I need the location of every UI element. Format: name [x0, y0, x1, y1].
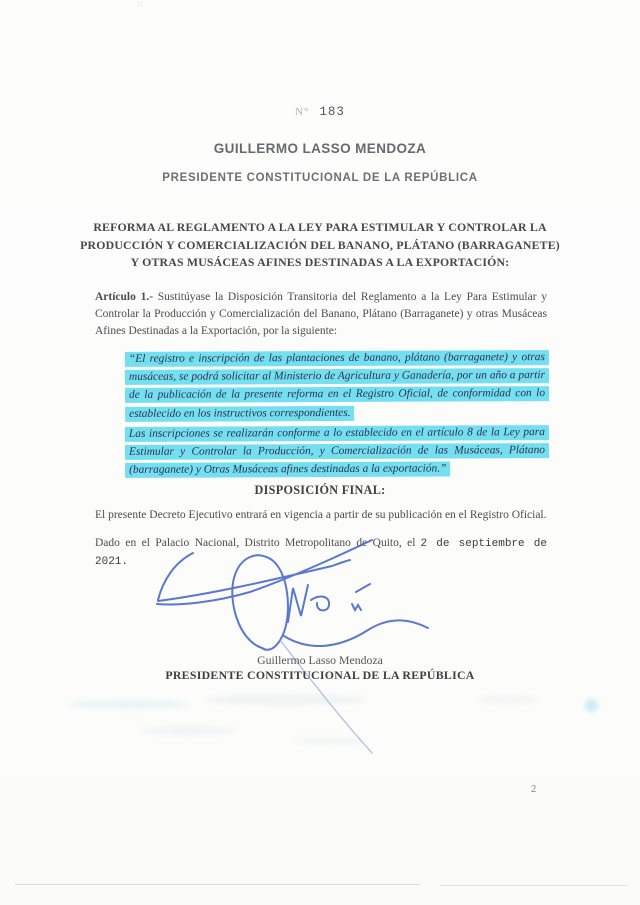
bleedthrough-smudge: [70, 700, 190, 709]
article-1-text: Sustitúyase la Disposición Transitoria del Reglamento a la Ley Para Estimular y Controlar la Producción y Comercialización del Banano, Plátano (Barraganete) y otras Musáceas Afines Destinadas a la Exportación, por la siguiente:: [95, 291, 547, 337]
signatory-name: Guillermo Lasso Mendoza: [257, 653, 383, 667]
highlighted-paragraph-2: [125, 423, 549, 479]
highlighted-paragraph-1: [125, 348, 549, 423]
vigencia-paragraph: El presente Decreto Ejecutivo entrará en vigencia a partir de su publicación en el Registro Oficial.: [95, 509, 547, 521]
scan-edge-line: [15, 884, 420, 885]
scan-artifact-mark: ⁙: [136, 0, 144, 10]
bleedthrough-smudge: [140, 726, 235, 735]
bleedthrough-dot: [585, 699, 598, 712]
final-disposition-heading: DISPOSICIÓN FINAL:: [254, 483, 386, 497]
document-title-line-1: REFORMA AL REGLAMENTO A LA LEY PARA ESTIMULAR Y CONTROLAR LA: [93, 220, 547, 234]
scan-edge-line: [440, 885, 628, 886]
dateline-typed-date: 2 de septiembre de 2021.: [95, 538, 547, 568]
highlighted-text-1: “El registro e inscripción de las plantaciones de banano, plátano (barraganete) y otras musáceas, se podrá solicitar al Ministerio de Agricultura y Ganadería, por un año a partir de la publicación de la presente reforma en el Registro Oficial, de conformidad con lo establecido en los instructivos correspondientes.: [125, 350, 549, 421]
dateline-paragraph: [95, 535, 547, 571]
page-number: 2: [531, 784, 537, 795]
president-name-heading: GUILLERMO LASSO MENDOZA: [213, 141, 427, 156]
decree-number-label: N°: [295, 106, 310, 118]
document-title-line-2: PRODUCCIÓN Y COMERCIALIZACIÓN DEL BANANO, PLÁTANO (BARRAGANETE): [80, 237, 560, 252]
dateline-prefix: Dado en el Palacio Nacional, Distrito Metropolitano de Quito, el: [95, 537, 416, 549]
document-title: [70, 219, 570, 272]
article-1-label: Artículo 1.-: [95, 291, 154, 303]
highlighted-text-2: Las inscripciones se realizarán conforme a lo establecido en el artículo 8 de la Ley para Estimular y Controlar la Producción, y Comercialización de las Musáceas, Plátano (barraganete) y Otras Musáceas afines destinadas a la exportación.”: [125, 425, 549, 478]
article-1-paragraph: [95, 289, 547, 340]
president-title-heading: PRESIDENTE CONSTITUCIONAL DE LA REPÚBLICA: [162, 172, 478, 184]
signatory-title: PRESIDENTE CONSTITUCIONAL DE LA REPÚBLICA: [165, 668, 475, 682]
bleedthrough-smudge: [478, 695, 538, 704]
bleedthrough-smudge: [295, 737, 365, 745]
bleedthrough-smudge: [205, 694, 365, 705]
decree-number: 183: [319, 105, 345, 119]
document-title-line-3: Y OTRAS MUSÁCEAS AFINES DESTINADAS A LA EXPORTACIÓN:: [130, 255, 510, 269]
decree-number-line: [0, 104, 640, 119]
